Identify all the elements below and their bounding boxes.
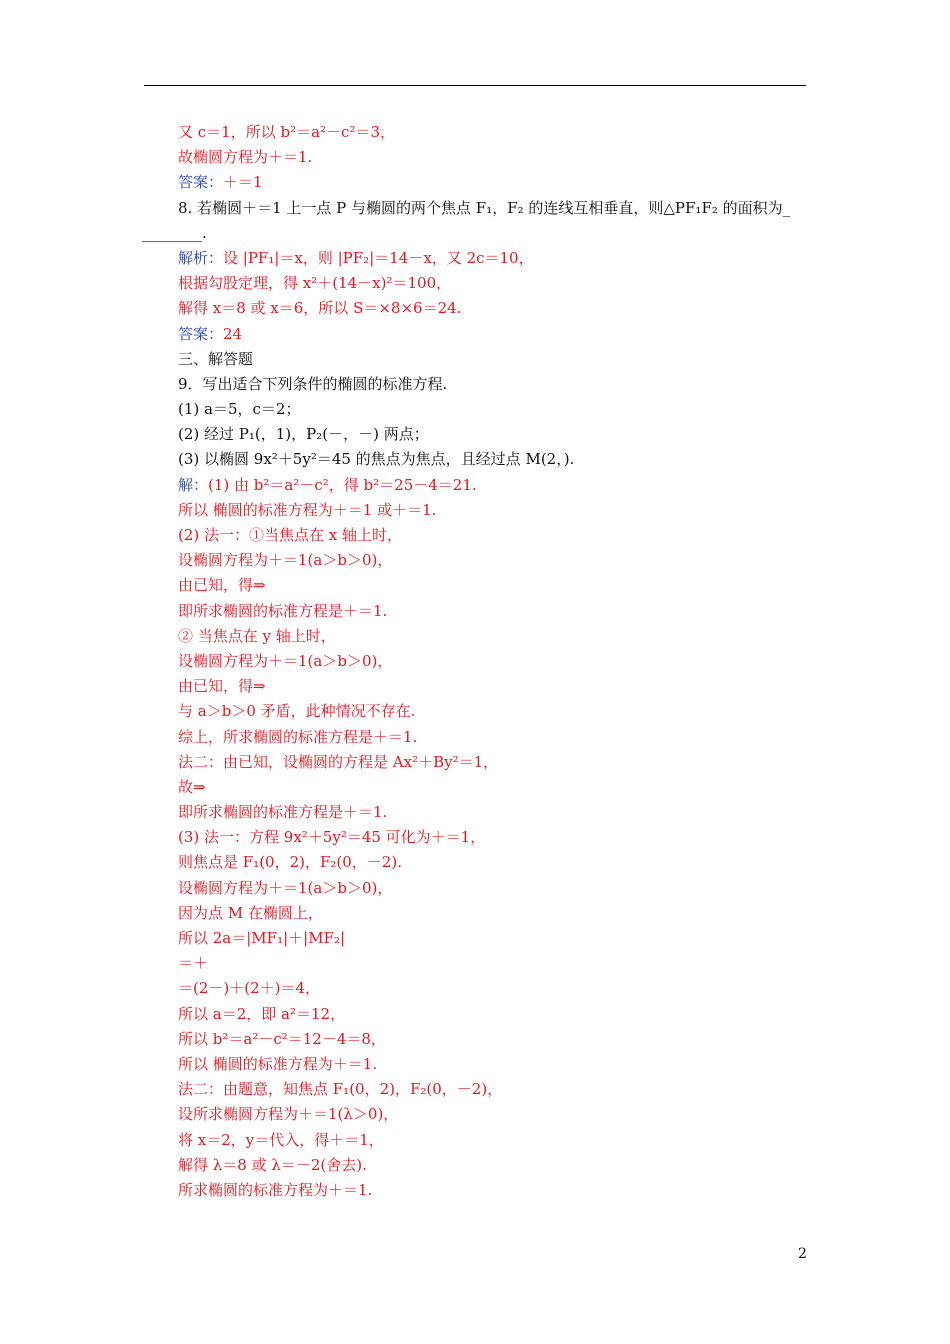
line-text: 三、解答题 — [178, 349, 254, 368]
line-text: 设椭圆方程为＋＝1(a＞b＞0)， — [178, 878, 393, 897]
line-text: 所以 2a＝|MF₁|＋|MF₂| — [178, 929, 346, 947]
line-text: 所以 b²＝a²－c²＝12－4＝8， — [178, 1029, 386, 1048]
text-line — [178, 196, 808, 221]
line-text: ＋＝1 — [223, 173, 263, 192]
line-text: 设 |PF₁|＝x，则 |PF₂|＝14－x，又 2c＝10， — [223, 248, 534, 267]
line-text: ＝(2－)＋(2＋)＝4， — [178, 979, 321, 998]
line-text: (1) 由 b²＝a²－c²，得 b²＝25－4＝21. — [208, 475, 477, 494]
text-line — [178, 120, 808, 145]
text-line — [178, 775, 808, 800]
line-text: (2) 法一：①当焦点在 x 轴上时， — [178, 526, 403, 544]
text-line — [178, 926, 808, 951]
line-text: ＝＋ — [178, 954, 209, 973]
text-line — [178, 473, 808, 498]
line-text: 又 c＝1，所以 b²＝a²－c²＝3， — [178, 123, 396, 141]
text-line — [178, 976, 808, 1001]
text-line — [178, 1178, 808, 1203]
line-text: 因为点 M 在椭圆上， — [178, 903, 323, 922]
text-line — [178, 624, 808, 649]
label-text: 解： — [178, 475, 209, 494]
line-text: 综上，所求椭圆的标准方程是＋＝1. — [178, 727, 418, 746]
line-text: (2) 经过 P₁(，1)，P₂(－，－) 两点； — [178, 425, 429, 444]
text-line — [178, 573, 808, 598]
text-line — [178, 523, 808, 548]
text-line — [178, 825, 808, 850]
line-text: 由已知，得⇒ — [178, 576, 266, 595]
line-text: 即所求椭圆的标准方程是＋＝1. — [178, 601, 388, 620]
label-text: 答案： — [178, 324, 224, 343]
text-line — [178, 850, 808, 875]
line-text: 所以 a＝2，即 a²＝12， — [178, 1004, 346, 1023]
text-line — [178, 901, 808, 926]
text-line — [178, 296, 808, 321]
line-text: (3) 以椭圆 9x²＋5y²＝45 的焦点为焦点，且经过点 M(2，). — [178, 450, 575, 469]
line-text: 解得 λ＝8 或 λ＝－2(舍去). — [178, 1155, 367, 1174]
document-body — [142, 120, 808, 1203]
line-text: 所以 椭圆的标准方程为＋＝1 或＋＝1. — [178, 500, 437, 519]
line-text: 即所求椭圆的标准方程是＋＝1. — [178, 803, 388, 822]
line-text: (3) 法一：方程 9x²＋5y²＝45 可化为＋＝1， — [178, 828, 486, 847]
text-line — [142, 221, 808, 246]
line-text: 法二：由题意，知焦点 F₁(0，2)，F₂(0，－2)， — [178, 1080, 503, 1099]
text-line — [178, 951, 808, 976]
line-text: ② 当焦点在 y 轴上时， — [178, 626, 336, 645]
text-line — [178, 649, 808, 674]
line-text: 8. 若椭圆＋＝1 上一点 P 与椭圆的两个焦点 F₁，F₂ 的连线互相垂直，则△PF₁F₂ 的面积为_ — [178, 198, 791, 217]
line-text: 解得 x＝8 或 x＝6，所以 S＝×8×6＝24. — [178, 299, 462, 318]
text-line — [178, 1027, 808, 1052]
text-line — [178, 397, 808, 422]
text-line — [178, 498, 808, 523]
text-line — [178, 699, 808, 724]
text-line — [178, 372, 808, 397]
line-text: 根据勾股定理，得 x²＋(14－x)²＝100， — [178, 274, 452, 293]
line-text: 将 x＝2，y＝代入，得＋＝1， — [178, 1130, 384, 1149]
line-text: (1) a＝5，c＝2； — [178, 400, 301, 419]
line-text: 法二：由已知，设椭圆的方程是 Ax²＋By²＝1， — [178, 752, 499, 771]
text-line — [178, 1128, 808, 1153]
text-line — [178, 876, 808, 901]
line-text: 故椭圆方程为＋＝1. — [178, 148, 313, 167]
text-line — [178, 1002, 808, 1027]
text-line — [178, 800, 808, 825]
text-line — [178, 750, 808, 775]
text-line — [178, 322, 808, 347]
text-line — [178, 170, 808, 195]
text-line — [178, 725, 808, 750]
line-text: 所求椭圆的标准方程为＋＝1. — [178, 1180, 373, 1199]
text-line — [178, 548, 808, 573]
text-line — [178, 347, 808, 372]
line-text: 则焦点是 F₁(0，2)，F₂(0，－2). — [178, 853, 402, 872]
text-line — [178, 145, 808, 170]
header-rule — [144, 85, 806, 86]
text-line — [178, 1153, 808, 1178]
label-text: 答案： — [178, 173, 224, 192]
label-text: 解析： — [178, 248, 224, 267]
page-number: 2 — [798, 1246, 807, 1262]
line-text: 所以 椭圆的标准方程为＋＝1. — [178, 1054, 378, 1073]
text-line — [178, 599, 808, 624]
text-line — [178, 1052, 808, 1077]
line-text: 故⇒ — [178, 777, 206, 796]
text-line — [178, 271, 808, 296]
line-text: 24 — [223, 324, 243, 343]
text-line — [178, 1102, 808, 1127]
line-text: ________. — [142, 223, 207, 242]
line-text: 9．写出适合下列条件的椭圆的标准方程. — [178, 374, 448, 393]
text-line — [178, 246, 808, 271]
line-text: 设所求椭圆方程为＋＝1(λ＞0)， — [178, 1105, 399, 1124]
text-line — [178, 674, 808, 699]
text-line — [178, 1077, 808, 1102]
line-text: 设椭圆方程为＋＝1(a＞b＞0)， — [178, 551, 393, 570]
line-text: 由已知，得⇒ — [178, 677, 266, 696]
text-line — [178, 422, 808, 447]
text-line — [178, 447, 808, 472]
line-text: 设椭圆方程为＋＝1(a＞b＞0)， — [178, 651, 393, 670]
line-text: 与 a＞b＞0 矛盾，此种情况不存在. — [178, 702, 416, 721]
